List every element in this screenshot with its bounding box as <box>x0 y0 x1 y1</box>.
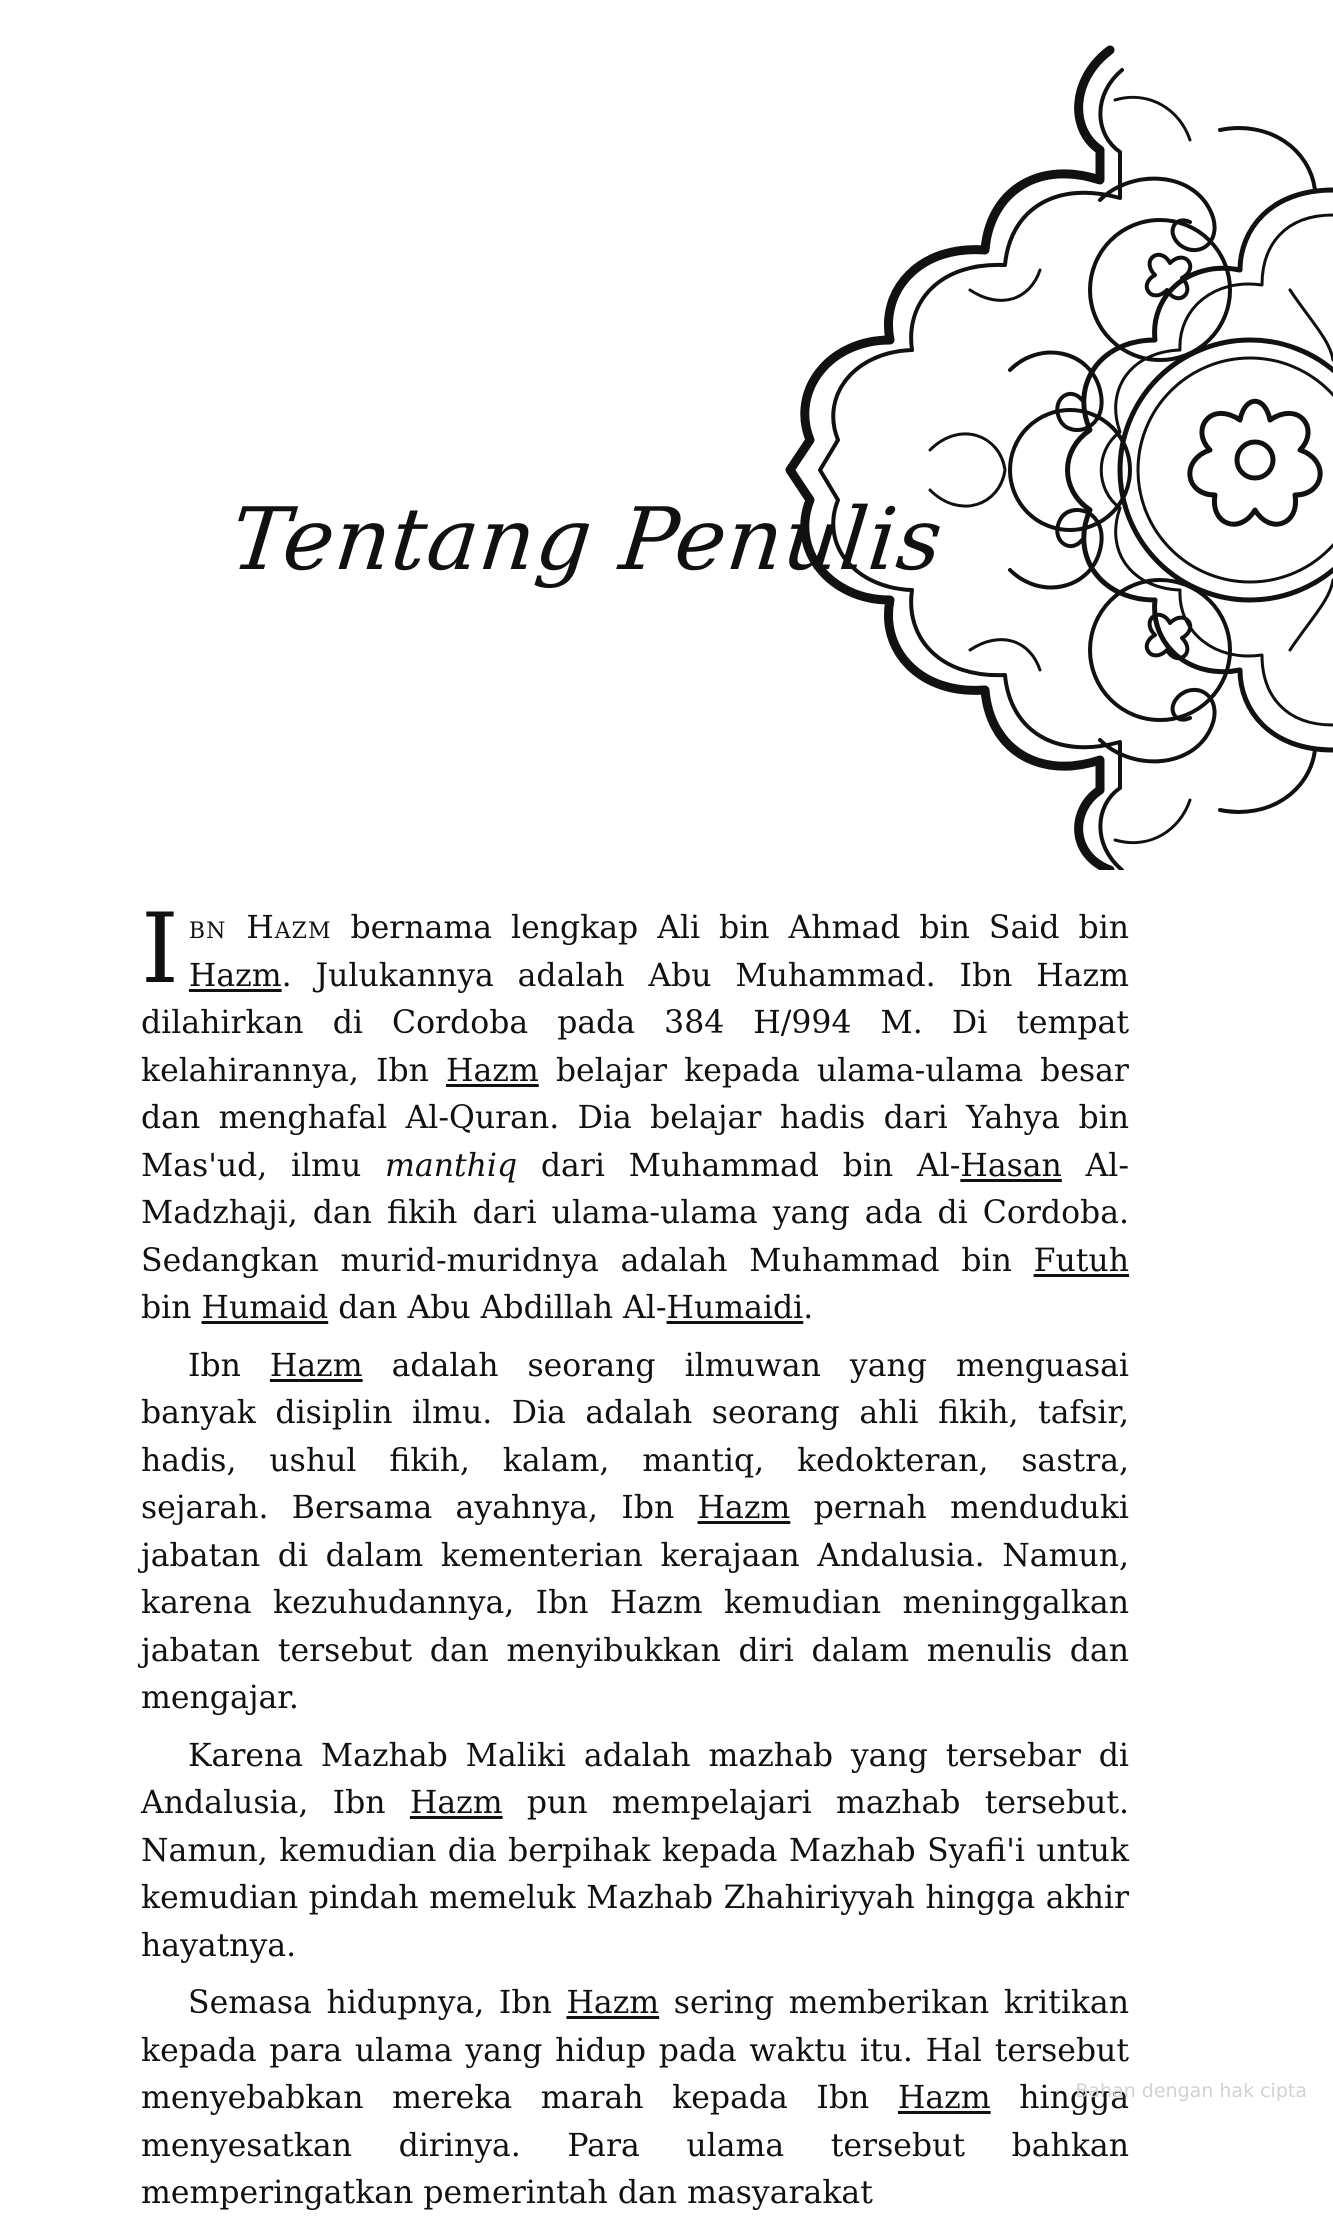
text-run: Hazm <box>188 957 282 994</box>
text-run: adalah seorang ilmuwan yang menguasai banyak disiplin ilmu. Dia adalah seorang ahli fikih, tafsir, hadis, ushul fikih, kalam, mantiq, kedokteran, sastra, sejarah. Bersama ayahnya, Ibn <box>141 1347 1129 1526</box>
text-run: Karena Mazhab Maliki adalah mazhab yang tersebar di Andalusia, Ibn <box>141 1737 1129 1821</box>
text-run: Hazm <box>697 1490 791 1526</box>
text-run: . <box>803 1290 814 1326</box>
copyright-watermark: Bahan dengan hak cipta <box>1075 2080 1307 2102</box>
text-run: Hazm <box>566 1985 660 2021</box>
text-run: . Julukannya adalah Abu Muhammad. Ibn Hazm dilahirkan di Cordoba pada 384 H/994 M. Di tempat kelahirannya, Ibn <box>141 957 1129 1089</box>
text-run: Humaidi <box>666 1290 804 1326</box>
text-run: Ibn <box>188 1347 270 1384</box>
text-run: pun mempelajari mazhab tersebut. Namun, kemudian dia berpihak kepada Mazhab Syafi'i untuk kemudian pindah memeluk Mazhab Zhahiriyyah hingga akhir hayatnya. <box>141 1785 1130 1964</box>
text-run: Semasa hidupnya, Ibn <box>188 1985 567 2021</box>
body-text <box>141 893 1130 2218</box>
page-title: Tentang Penulis <box>226 490 948 590</box>
paragraph-2 <box>141 1343 1129 1723</box>
paragraph-3 <box>141 1733 1129 1971</box>
text-run: bernama lengkap Ali bin Ahmad bin Said bin <box>331 910 1129 946</box>
text-run: hingga menyesatkan dirinya. Para ulama tersebut bahkan memperingatkan pemerintah dan masyarakat <box>141 2080 1129 2211</box>
paragraph-4 <box>141 1980 1129 2218</box>
italic-term: manthiq <box>385 1147 518 1184</box>
text-run: Futuh <box>1033 1242 1129 1279</box>
drop-cap: I <box>141 893 179 1005</box>
text-run: Humaid <box>201 1290 329 1326</box>
text-run: dan Abu Abdillah Al- <box>328 1290 667 1326</box>
text-run: Hazm <box>409 1785 503 1821</box>
paragraph-1 <box>141 893 1129 1333</box>
text-run: belajar kepada ulama-ulama besar dan menghafal Al-Quran. Dia belajar hadis dari Yahya bin Mas'ud, ilmu <box>141 1052 1129 1184</box>
text-run: dari Muhammad bin Al- <box>517 1147 961 1184</box>
text-run: Hasan <box>960 1147 1062 1184</box>
arabesque-ornament <box>770 40 1333 870</box>
author-name: bn Hazm <box>188 910 332 946</box>
text-run: pernah menduduki jabatan di dalam kementerian kerajaan Andalusia. Namun, karena kezuhudannya, Ibn Hazm kemudian meninggalkan jabatan tersebut dan menyibukkan diri dalam menulis dan mengajar. <box>141 1490 1129 1716</box>
text-run: Hazm <box>446 1052 539 1089</box>
text-run: Al-Madzhaji, dan fikih dari ulama-ulama yang ada di Cordoba. Sedangkan murid-muridnya adalah Muhammad bin <box>141 1147 1129 1279</box>
text-run: bin <box>141 1290 202 1326</box>
text-run: Hazm <box>897 2080 991 2116</box>
text-run: sering memberikan kritikan kepada para ulama yang hidup pada waktu itu. Hal tersebut menyebabkan mereka marah kepada Ibn <box>141 1985 1129 2116</box>
text-run: Hazm <box>269 1347 363 1384</box>
